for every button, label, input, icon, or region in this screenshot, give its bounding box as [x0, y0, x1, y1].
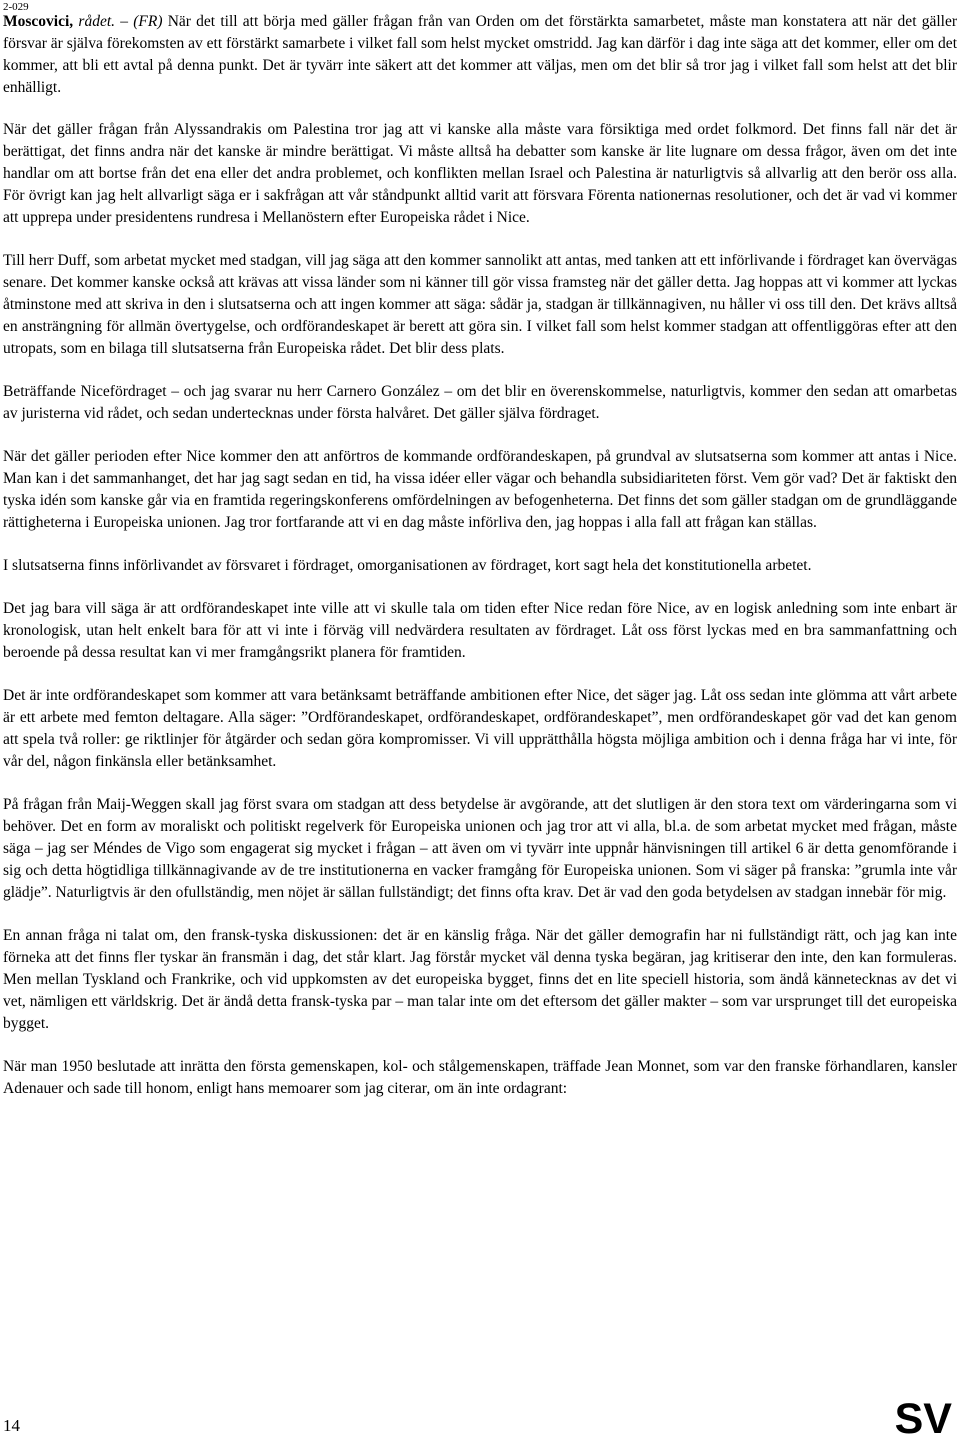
paragraph-4: När det gäller perioden efter Nice kommer den att anförtros de kommande ordförandeskapen, på grundval av slutsatserna som kommer att antas i Nice. Man kan i det sammanhanget, det har jag sagt sedan en tid, ha vissa idéer eller vägar och behandla subsidiariteten först. Vem gör vad? Det är faktiskt den tyska idén som kanske går via en framtida regeringskonferens omfördelningen av befogenheterna. Det finns det som gäller stadgan om de grundläggande rättigheterna i Europeiska unionen. Jag tror fortfarande att vi en dag måste införliva den, jag hoppas i alla fall att frågan kan ställas.: [3, 448, 957, 531]
speech-opening-text: När det till att börja med gäller frågan från van Orden om det förstärkta samarbetet, måste man konstatera att när det gäller försvar är själva förekomsten av ett förstärkt samarbete i vilket fall som helst mycket omstridd. Jag kan därför i dag inte säga att det kommer, eller om det kommer, att bli ett avtal på denna punkt. Det är tyvärr inte säkert att det kommer att väljas, men om det blir så tror jag i vilket fall som helst att det blir enhälligt.: [3, 13, 958, 96]
paragraph-5: I slutsatserna finns införlivandet av försvaret i fördraget, omorganisationen av fördraget, kort sagt hela det konstitutionella arbetet.: [3, 557, 812, 574]
language-code: SV: [894, 1395, 952, 1443]
document-body: [3, 11, 957, 1121]
paragraph-9: En annan fråga ni talat om, den fransk-tyska diskussionen: det är en känslig fråga. När det gäller demografin har ni fullständigt rätt, och jag kan inte förneka att det finns fler tyskar än fransmän i dag, det står klart. Jag förstår mycket väl denna tyska begäran, jag kritiserar den inte, den kan formuleras. Men mellan Tyskland och Frankrike, och vid uppkomsten av det europeiska bygget, finns det en lite speciell historia, som ändå kännetecknas av det vi vet, nämligen ett världskrig. Det är ändå detta fransk-tyska par – man talar inte om det eftersom det gäller makter – som var ursprunget till det europeiska bygget.: [3, 927, 957, 1032]
paragraph-2: Till herr Duff, som arbetat mycket med stadgan, vill jag säga att den kommer sannolikt att antas, med tanken att ett införlivande i fördraget kan övervägas senare. Det kommer kanske också att krävas att vissa länder som ni känner till gör vissa framsteg när det gäller detta. Jag hoppas att vi kommer att lyckas åtminstone med att skriva in den i slutsatserna och att ingen kommer att säga: sådär ja, stadgan är tillkännagiven, nu håller vi oss till den. Det krävs alltså en ansträngning för allmän övertygelse, och ordförandeskapet är berett att göra sin. I vilket fall som helst kommer stadgan att offentliggöras efter att den utropats, som en bilaga till slutsatserna från Europeiska rådet. Det blir dess plats.: [3, 252, 957, 357]
speaker-name: Moscovici,: [3, 13, 74, 30]
paragraph-8: På frågan från Maij-Weggen skall jag först svara om stadgan att dess betydelse är avgörande, att det slutligen är den stora text om värderingarna som vi behöver. Det en form av moraliskt och politiskt regelverk för Europeiska unionen och jag tror att vi alla, bl.a. de som arbetat mycket med frågan, måste säga – jag ser Méndes de Vigo som engagerat sig mycket i frågan – att även om vi tyvärr inte uppnår hänvisningen till artikel 6 är detta genomförande i sig och detta högtidliga tillkännagivande av de tre institutionerna en vacker framgång för Europeiska unionen. Som vi säger på franska: ”grumla inte vår glädje”. Naturligtvis är den ofullständig, men nöjet är sällan fullständigt; det finns ofta krav. Det är vad den goda betydelsen av stadgan innebär för mig.: [3, 796, 957, 901]
paragraph-7: Det är inte ordförandeskapet som kommer att vara betänksamt beträffande ambitionen efter Nice, det säger jag. Låt oss sedan inte glömma att vårt arbete är ett arbete med femton deltagare. Alla säger: ”Ordförandeskapet, ordförandeskapet, ordförandeskapet”, men ordförandeskapet gör vad det kan genom att spela två roller: ge riktlinjer för åtgärder och sedan göra kompromisser. Vi vill upprätthålla högsta möjliga ambition och i denna fråga har vi inte, för vår del, någon finkänsla eller betänksamhet.: [3, 687, 957, 770]
speech-language: (FR): [133, 13, 163, 30]
paragraph-10: När man 1950 beslutade att inrätta den första gemenskapen, kol- och stålgemenskapen, träffade Jean Monnet, som var den franske förhandlaren, kansler Adenauer och sade till honom, enligt hans memoarer som jag citerar, om än inte ordagrant:: [3, 1058, 957, 1097]
paragraph-6: Det jag bara vill säga är att ordförandeskapet inte ville att vi skulle tala om tiden efter Nice redan före Nice, av en logisk anledning som inte enbart är kronologisk, utan helt enkelt bara för att vi inte i förväg vill nedvärdera resultaten av fördraget. Låt oss först lyckas med en bra sammanfattning och beroende på dessa resultat kan vi mer framgångsrikt planera för framtiden.: [3, 600, 957, 661]
document-code: 2-029: [3, 1, 29, 13]
speech-dash: –: [115, 13, 134, 30]
speaker-role: rådet.: [78, 13, 115, 30]
page-number: 14: [3, 1416, 20, 1435]
speech-opening-paragraph: [3, 11, 957, 99]
paragraph-3: Beträffande Nicefördraget – och jag svarar nu herr Carnero González – om det blir en överenskommelse, naturligtvis, kommer den sedan att omarbetas av juristerna vid rådet, och sedan undertecknas under första halvåret. Det gäller själva fördraget.: [3, 383, 957, 422]
paragraph-1: När det gäller frågan från Alyssandrakis om Palestina tror jag att vi kanske alla måste vara försiktiga med ordet folkmord. Det finns fall när det är berättigat, det finns andra när det kanske är mindre berättigat. Vi måste alltså ha debatter som kanske är lite lugnare om dessa frågor, även om det inte handlar om att bortse från det ena eller det andra problemet, och konflikten mellan Israel och Palestina är naturligtvis så allvarlig att den berör oss alla. För övrigt kan jag helt allvarligt säga er i sakfrågan att vår ståndpunkt alltid varit att försvara Förenta nationernas resolutioner, och det är vad vi kommer att upprepa under presidentens rundresa i Mellanöstern efter Europeiska rådet i Nice.: [3, 121, 957, 226]
